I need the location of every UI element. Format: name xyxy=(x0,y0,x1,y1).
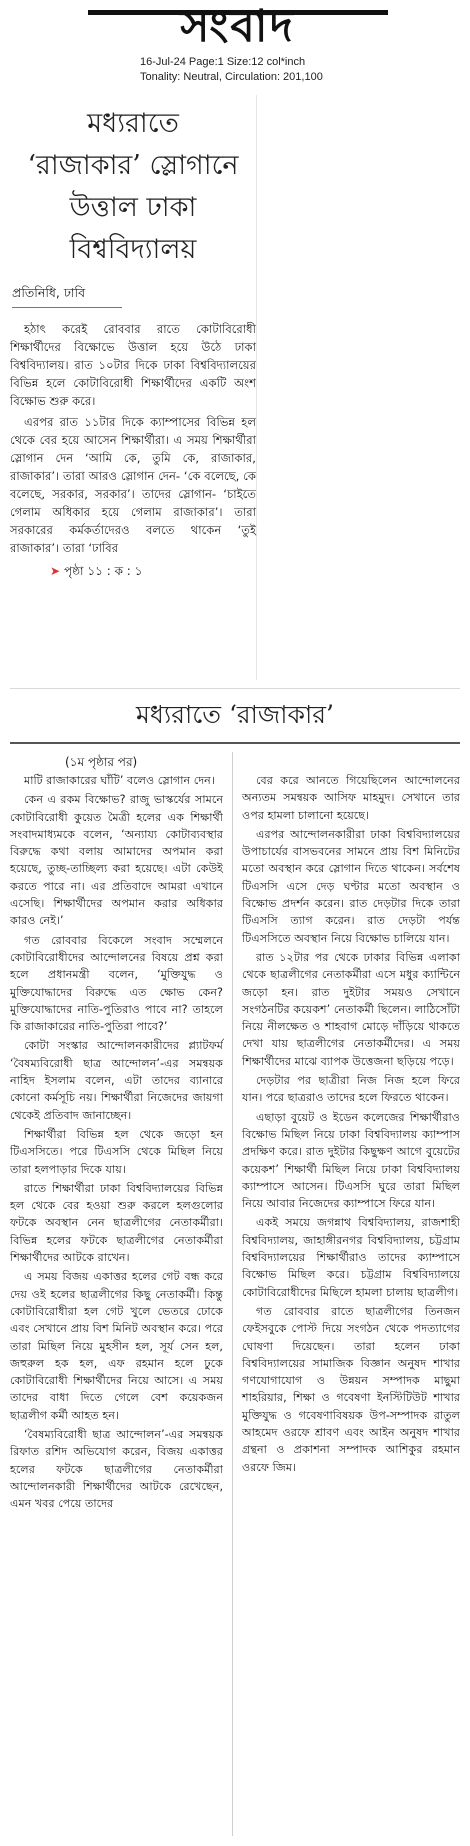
paragraph: ‘বৈষম্যবিরোধী ছাত্র আন্দোলন’-এর সমন্বয়ক রিফাত রশিদ অভিযোগ করেন, বিজয় একাত্তর হলের ফটকে ছাত্রলীগের নেতাকর্মীরা আন্দোলনকারী শিক্ষার্থীদের আটকে রেখেছেন, এমন খবর পেয়ে তাদের xyxy=(10,1427,223,1511)
continuation-column-right xyxy=(242,772,460,1478)
continuation-column-left xyxy=(10,772,223,1514)
headline-rule xyxy=(10,742,460,744)
paragraph: এছাড়া বুয়েট ও ইডেন কলেজের শিক্ষার্থীরাও বিক্ষোভ মিছিল নিয়ে ঢাকা বিশ্ববিদ্যালয় ক্যাম্পাস প্রদক্ষিণ করে। রাত দুইটার কিছুক্ষণ আগে বুয়েটের কয়েকশ’ শিক্ষার্থী মিছিল নিয়ে ঢাকা বিশ্ববিদ্যালয় ক্যাম্পাসে আসেন। টিএসসি ঘুরে তারা মিছিল নিয়ে আবার নিজেদের ক্যাম্পাসে ফিরে যান। xyxy=(242,1110,460,1211)
masthead xyxy=(0,0,470,90)
front-page-clip xyxy=(10,95,257,680)
paragraph: রাত ১২টার পর থেকে ঢাকার বিভিন্ন এলাকা থেকে ছাত্রলীগের নেতাকর্মীরা এসে মধুর ক্যান্টিনে জড়ো হন। রাত দুইটার সময়ও সেখানে সংগঠনটির কয়েকশ’ নেতাকর্মী ছিলেন। লাঠিসোঁটা নিয়ে নীলক্ষেত ও শাহবাগ মোড়ে দাঁড়িয়ে থাকতে দেখা যায় ছাত্রলীগের নেতাকর্মীদের। এ সময় শিক্ষার্থীদের মাঝে ব্যাপক উত্তেজনা ছড়িয়ে পড়ে। xyxy=(242,950,460,1068)
paragraph: রাতে শিক্ষার্থীরা ঢাকা বিশ্ববিদ্যালয়ের বিভিন্ন হল থেকে বের হওয়া শুরু করলে হলগুলোর ফটকে অবস্থান নেন ছাত্রলীগের নেতাকর্মীরা। বিভিন্ন হলের ফটকে ছাত্রলীগের নেতাকর্মীরা শিক্ষার্থীদের আটকে রাখেন। xyxy=(10,1181,223,1265)
jump-text: পৃষ্ঠা ১১ : ক : ১ xyxy=(64,564,143,578)
paragraph: একই সময়ে জগন্নাথ বিশ্ববিদ্যালয়, রাজশাহী বিশ্ববিদ্যালয়, জাহাঙ্গীরনগর বিশ্ববিদ্যালয়, চট্টগ্রাম বিশ্ববিদ্যালয়ের শিক্ষার্থীরাও তাদের ক্যাম্পাসে বিক্ষোভ মিছিল করে। চট্টগ্রাম বিশ্ববিদ্যালয়ে কোটাবিরোধীদের মিছিলে হামলা চালায় ছাত্রলীগ। xyxy=(242,1216,460,1299)
paragraph: কেন এ রকম বিক্ষোভ? রাজু ভাস্কর্যের সামনে কোটাবিরোধী কুয়েত মৈত্রী হলের এক শিক্ষার্থী সংবাদমাধ্যমকে বলেন, ‘অন্যায্য কোটাব্যবস্থার বিরুদ্ধে কথা বলায় আমাদের অপমান করা হয়েছে, তুচ্ছ-তাচ্ছিল্য করা হয়েছে। এটা কেউই করতে পারে না। এর প্রতিবাদে আমরা এখানে এসেছি। শিক্ষার্থীদের অপমান করার অধিকার কারও নেই।’ xyxy=(10,793,223,928)
paragraph: গত রোববার বিকেলে সংবাদ সম্মেলনে কোটাবিরোধীদের আন্দোলনের বিষয়ে প্রশ্ন করা হলে প্রধানমন্ত্রী বলেন, ‘মুক্তিযুদ্ধ ও মুক্তিযোদ্ধাদের বিরুদ্ধে এত ক্ষোভ কেন? মুক্তিযোদ্ধাদের নাতি-পুতিরাও পাবে না? তাহলে কি রাজাকারের নাতি-পুতিরা পাবে?’ xyxy=(10,933,223,1034)
paragraph: দেড়টার পর ছাত্রীরা নিজ নিজ হলে ফিরে যান। পরে ছাত্ররাও তাদের হলে ফিরতে থাকেন। xyxy=(242,1074,460,1105)
arrow-icon: ➤ xyxy=(50,564,61,578)
paragraph: কোটা সংস্কার আন্দোলনকারীদের প্ল্যাটফর্ম ‘বৈষম্যবিরোধী ছাত্র আন্দোলন’-এর সমন্বয়ক নাহিদ ইসলাম বলেন, এটা তাদের ব্যানারে কোনো কর্মসূচি নয়। শিক্ষার্থীরা নিজেদের জায়গা থেকেই প্রতিবাদ জানাচ্ছেন। xyxy=(10,1039,223,1122)
continued-from-label: (১ম পৃষ্ঠার পর) xyxy=(65,755,138,769)
newspaper-logo: সংবাদ xyxy=(180,1,295,52)
continuation-headline: মধ্যরাতে ‘রাজাকার’ xyxy=(136,700,334,729)
paragraph: এ সময় বিজয় একাত্তর হলের গেট বন্ধ করে দেয় ওই হলের ছাত্রলীগের কিছু নেতাকর্মী। কিন্তু কোটাবিরোধীরা হল গেট খুলে ভেতরে ঢোকে এবং সেখানে প্রায় বিশ মিনিট অবস্থান করে। পরে তারা মিছিল নিয়ে মুহসীন হল, সূর্য সেন হল, জহুরুল হক হল, এফ রহমান হলে ঢুকে কোটাবিরোধী শিক্ষার্থীদের নিয়ে আসে। এ সময় তাদের বাধা দিতে গেলে বেশ কয়েকজন ছাত্রলীগ কর্মী আহত হন। xyxy=(10,1270,223,1422)
continued-on-reference xyxy=(50,563,256,583)
paragraph: হঠাৎ করেই রোববার রাতে কোটাবিরোধী শিক্ষার্থীদের বিক্ষোভে উত্তাল হয়ে উঠে ঢাকা বিশ্ববিদ্যালয়। রাত ১০টার দিকে ঢাকা বিশ্ববিদ্যালয়ের বিভিন্ন হলে কোটাবিরোধী শিক্ষার্থীদের একটি অংশ বিক্ষোভ শুরু করে। xyxy=(10,322,256,408)
clip-separator xyxy=(10,688,460,689)
byline: প্রতিনিধি, ঢাবি xyxy=(12,285,122,308)
clip-meta-size: 16-Jul-24 Page:1 Size:12 col*inch xyxy=(140,56,306,68)
paragraph: মাটি রাজাকারের ঘাঁটি’ বলেও স্লোগান দেন। xyxy=(24,774,215,787)
headline-line: বিশ্ববিদ্যালয় xyxy=(69,234,197,265)
paragraph: বের করে আনতে গিয়েছিলেন আন্দোলনের অন্যতম সমন্বয়ক আসিফ মাহমুদ। সেখানে তার ওপর হামলা চালানো হয়েছে। xyxy=(242,774,460,822)
paragraph: এরপর আন্দোলনকারীরা ঢাকা বিশ্ববিদ্যালয়ের উপাচার্যের বাসভবনের সামনে প্রায় বিশ মিনিটের মতো অবস্থান করে স্লোগান দিতে থাকেন। সর্বশেষ টিএসসি এসে দেড় ঘণ্টার মতো অবস্থান ও বিক্ষোভ প্রদর্শন করেন। রাত দেড়টার দিকে তারা টিএসসি ত্যাগ করেন। রাত দেড়টা পর্যন্ত টিএসসিতে অবস্থান নিয়ে বিক্ষোভ চালিয়ে যান। xyxy=(242,827,460,945)
headline-line: মধ্যরাতে xyxy=(87,108,179,139)
paragraph: গত রোববার রাতে ছাত্রলীগের তিনজন ফেইসবুকে পোস্ট দিয়ে সংগঠন থেকে পদত্যাগের ঘোষণা দিয়েছেন। তারা হলেন ঢাকা বিশ্ববিদ্যালয়ের সামাজিক বিজ্ঞান অনুষদ শাখার গণযোগাযোগ ও উন্নয়ন সম্পাদক মাছুমা শাহরিয়ার, শিক্ষা ও গবেষণা ইনস্টিটিউট শাখার মুক্তিযুদ্ধ ও গবেষণাবিষয়ক উপ-সম্পাদক রাতুল আহমেদ ওরফে শ্রাবণ এবং আইন অনুষদ শাখার গ্রন্থনা ও প্রকাশনা সম্পাদক আশিকুর রহমান ওরফে জিম। xyxy=(242,1304,460,1474)
paragraph: শিক্ষার্থীরা বিভিন্ন হল থেকে জড়ো হন টিএসসিতে। পরে টিএসসি থেকে মিছিল নিয়ে তারা হলপাড়ার দিকে যায়। xyxy=(10,1127,223,1176)
clip-meta-tonality: Tonality: Neutral, Circulation: 201,100 xyxy=(140,71,323,83)
front-page-headline xyxy=(10,103,256,271)
paragraph: এরপর রাত ১১টার দিকে ক্যাম্পাসের বিভিন্ন হল থেকে বের হয়ে আসেন শিক্ষার্থীরা। এ সময় শিক্ষার্থীরা স্লোগান দেন ‘আমি কে, তুমি কে, রাজাকার, রাজাকার’। তারা আরও স্লোগান দেন- ‘কে বলেছে, কে বলেছে, সরকার, সরকার’। তাদের স্লোগান- ‘চাইতে গেলাম অধিকার হয়ে গেলাম রাজাকার’। তারা সরকারের কর্মকর্তাদেরও বলতে থাকেন ‘তুই রাজাকার’। তারা ‘ঢাবির xyxy=(10,415,256,555)
front-page-body xyxy=(10,320,256,557)
headline-line: উত্তাল ঢাকা xyxy=(69,192,197,223)
headline-line: ‘রাজাকার’ স্লোগানে xyxy=(27,150,239,181)
column-divider xyxy=(232,752,233,1836)
